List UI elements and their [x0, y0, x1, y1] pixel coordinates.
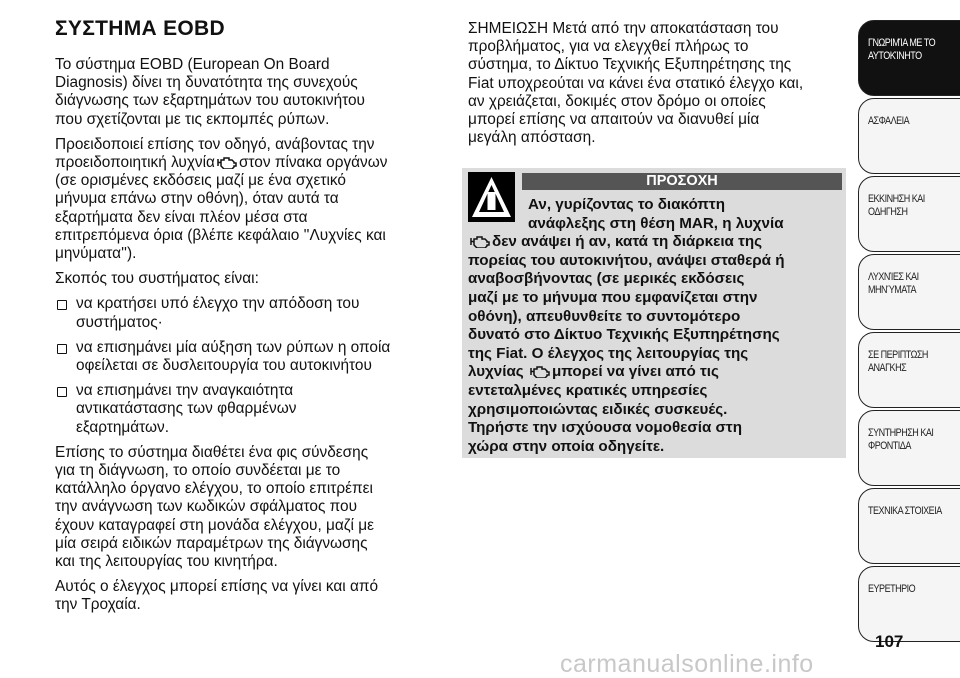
bullet-item: [55, 295, 390, 331]
text-line: οθόνη), απευθυνθείτε το συντομότερο: [468, 307, 741, 325]
text-line: Fiat υποχρεούται να κάνει ένα στατικό έλεγχο και,: [468, 74, 804, 92]
text-line: (σε ορισμένες εκδόσεις μαζί με ένα σχετικό: [55, 172, 346, 190]
text-span: προειδοποιητική λυχνία: [55, 154, 215, 172]
chapter-tab[interactable]: [858, 488, 960, 564]
text-line: διάγνωσης των εξαρτημάτων του αυτοκινήτου: [55, 92, 365, 110]
text-line: να κρατήσει υπό έλεγχο την απόδοση του: [76, 295, 360, 313]
tab-label: ΦΡΟΝΤΙΔΑ: [868, 440, 911, 452]
tab-label: ΑΥΤΟΚΊΝΗΤΟ: [868, 50, 922, 62]
connector-paragraph: [55, 444, 390, 571]
text-line: Αν, γυρίζοντας το διακόπτη: [528, 196, 725, 213]
text-line: μπορεί επίσης να απαιτούν να διανυθεί μία: [468, 111, 760, 129]
tab-label: ΑΝΑΓΚΗΣ: [868, 362, 907, 374]
text-line: κατάλληλο όργανο ελέγχου, το οποίο επιτρέπει: [55, 480, 373, 498]
text-line: εντεταλμένες κρατικές υπηρεσίες: [468, 381, 708, 399]
text-line: μία σειρά ειδικών παραμέτρων της διάγνωσης: [55, 534, 368, 552]
text-line: μηνύματα'').: [55, 245, 137, 263]
text-line: συστήματος·: [76, 313, 163, 331]
right-column: [468, 20, 803, 154]
tab-label: ΟΔΗΓΗΣΗ: [868, 206, 908, 218]
text-line: μήνυμα επάνω στην οθόνη), όταν αυτά τα: [55, 190, 339, 208]
text-line: Αυτός ο έλεγχος μπορεί επίσης να γίνει και από: [55, 578, 379, 596]
chapter-tab[interactable]: [858, 410, 960, 486]
text-line: Τηρήστε την ισχύουσα νομοθεσία στη: [468, 419, 742, 437]
text-line: έχουν καταγραφεί στη μονάδα ελέγχου, μαζί με: [55, 516, 374, 534]
checkbox-bullet-icon: [57, 300, 67, 310]
text-line: εξαρτημάτων.: [76, 418, 170, 436]
chapter-tab[interactable]: [858, 254, 960, 330]
police-paragraph: [55, 578, 390, 614]
warning-heading: ΠΡΟΣΟΧΗ: [522, 173, 842, 190]
text-line: πορείας του αυτοκινήτου, ανάψει σταθερά ή: [468, 251, 785, 269]
text-line: μαζί με το μήνυμα που εμφανίζεται στην: [468, 288, 758, 306]
text-line: να επισημάνει μία αύξηση των ρύπων η οποία: [76, 338, 391, 356]
text-line: οφείλεται σε δυσλειτουργία του αυτοκινήτου: [76, 357, 372, 375]
tab-label: ΣΕ ΠΕΡΙΠΤΩΣΗ: [868, 349, 928, 361]
checkbox-bullet-icon: [57, 344, 67, 354]
tab-label: ΕΚΚΙΝΗΣΗ ΚΑΙ: [868, 193, 925, 205]
text-line: αντικατάστασης των φθαρμένων: [76, 400, 297, 418]
text-span: δεν ανάψει ή αν, κατά τη διάρκεια της: [492, 233, 763, 251]
note-paragraph: [468, 20, 803, 147]
chapter-tab[interactable]: [858, 566, 960, 642]
text-line: της Fiat. Ο έλεγχος της λειτουργίας της: [468, 344, 749, 362]
text-line: για τη διάγνωση, το οποίο συνδέεται με το: [55, 462, 341, 480]
text-line: [468, 233, 785, 252]
warning-text: [468, 196, 785, 456]
text-line: την Τροχαία.: [55, 596, 141, 614]
engine-warning-icon: [530, 365, 550, 378]
text-line: αν χρειάζεται, δοκιμές στον δρόμο οι οποίες: [468, 92, 766, 110]
tab-label: ΤΕΧΝΙΚΑ ΣΤΟΙΧΕΙΑ: [868, 505, 942, 517]
text-span: λυχνίας: [468, 363, 524, 381]
chapter-tab[interactable]: [858, 20, 960, 96]
warning-light-paragraph: [55, 136, 390, 263]
tab-label: ΓΝΩΡΙΜΊΑ ΜΕ ΤΟ: [868, 37, 936, 49]
text-line: να επισημάνει την αναγκαιότητα: [76, 382, 294, 400]
text-line: δυνατό στο Δίκτυο Τεχνικής Εξυπηρέτησης: [468, 326, 780, 344]
text-line: ανάφλεξης στη θέση MAR, η λυχνία: [528, 214, 784, 232]
text-line: επιτρεπόμενα όρια (βλέπε κεφάλαιο ''Λυχνίες και: [55, 226, 386, 244]
chapter-tab[interactable]: [858, 332, 960, 408]
page-number: 107: [875, 632, 904, 651]
warning-box: [462, 168, 846, 458]
text-line: σύστημα, το Δίκτυο Τεχνικής Εξυπηρέτησης της: [468, 56, 792, 74]
engine-warning-icon: [470, 235, 490, 248]
text-line: Επίσης το σύστημα διαθέτει ένα φις σύνδεσης: [55, 443, 369, 461]
text-line: χρησιμοποιώντας ειδικές συσκευές.: [468, 400, 728, 418]
text-line: προβλήματος, για να ελεγχθεί πλήρως το: [468, 38, 749, 56]
text-line: εξαρτήματα δεν είναι πλέον μέσα στα: [55, 208, 308, 226]
chapter-tab[interactable]: [858, 176, 960, 252]
engine-warning-icon: [217, 156, 237, 169]
text-line: Το σύστημα EOBD (European On Board: [55, 56, 330, 73]
text-line: που σχετίζονται με τις εκπομπές ρύπων.: [55, 110, 330, 128]
bullet-item: [55, 339, 390, 375]
text-line: και της λειτουργίας του κινητήρα.: [55, 553, 278, 571]
text-span: στον πίνακα οργάνων: [238, 154, 388, 172]
bullet-item: [55, 382, 390, 437]
checkbox-bullet-icon: [57, 387, 67, 397]
tab-label: ΛΥΧΝΊΕΣ ΚΑΙ: [868, 271, 919, 283]
text-line: [55, 154, 390, 172]
text-line: μεγάλη απόσταση.: [468, 129, 596, 147]
tab-label: ΜΗΝΎΜΑΤΑ: [868, 284, 917, 296]
section-title: ΣΥΣΤΗΜΑ EOBD: [55, 17, 225, 40]
text-line: [468, 363, 785, 382]
text-line: την ανάγνωση των κωδικών σφάλματος που: [55, 498, 358, 516]
text-line: χώρα στην οποία οδηγείτε.: [468, 437, 665, 455]
text-line: ΣΗΜΕΙΩΣΗ Μετά από την αποκατάσταση του: [468, 20, 779, 37]
text-span: μπορεί να γίνει από τις: [551, 363, 719, 381]
tab-label: ΑΣΦΑΛΕΙΑ: [868, 115, 910, 127]
intro-paragraph: [55, 56, 390, 129]
tab-label: ΣΥΝΤΗΡΗΣΗ ΚΑΙ: [868, 427, 934, 439]
purpose-heading: [55, 270, 390, 288]
chapter-tab[interactable]: [858, 98, 960, 174]
tab-label: ΕΥΡΕΤΗΡΙΟ: [868, 583, 916, 595]
text-line: αναβοσβήνοντας (σε μερικές εκδόσεις: [468, 270, 745, 288]
text-line: Σκοπός του συστήματος είναι:: [55, 270, 259, 288]
left-column: [55, 56, 390, 622]
text-line: Προειδοποιεί επίσης τον οδηγό, ανάβοντας την: [55, 135, 375, 153]
watermark: carmanualsonline.info: [560, 650, 814, 678]
text-line: Diagnosis) δίνει τη δυνατότητα της συνεχούς: [55, 74, 358, 92]
